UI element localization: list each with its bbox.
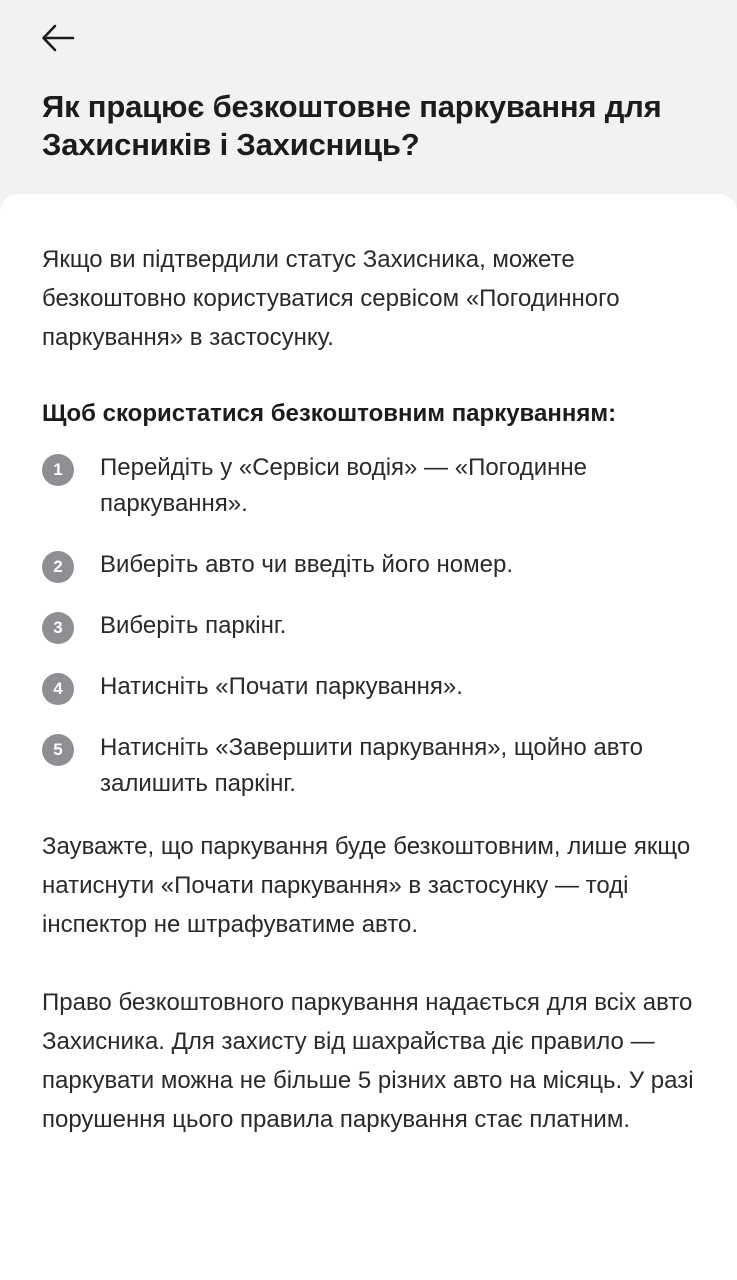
intro-paragraph: Якщо ви підтвердили статус Захисника, можете безкоштовно користуватися сервісом «Погодинного паркування» в застосунку. <box>42 246 620 351</box>
step-number-badge: 1 <box>42 454 74 486</box>
steps-heading: Щоб скористатися безкоштовним паркуванням: <box>42 400 617 427</box>
arrow-left-icon <box>41 24 75 52</box>
step-text: Виберіть авто чи введіть його номер. <box>100 551 513 578</box>
step-text: Натисніть «Завершити паркування», щойно авто залишить паркінг. <box>100 734 644 797</box>
step-item <box>42 547 707 583</box>
back-button[interactable] <box>36 16 80 60</box>
rule-paragraph: Право безкоштовного паркування надається для всіх авто Захисника. Для захисту від шахрайства діє правило — паркувати можна не більше 5 різних авто на місяць. У разі порушення цього правила паркування стає платним. <box>42 989 694 1133</box>
step-number-badge: 2 <box>42 551 74 583</box>
content-card <box>0 194 737 1280</box>
top-bar <box>0 0 737 192</box>
step-text: Перейдіть у «Сервіси водія» — «Погодинне паркування». <box>100 454 587 517</box>
step-item <box>42 730 707 802</box>
page-title: Як працює безкоштовне паркування для Захисників і Захисниць? <box>42 89 662 162</box>
step-item <box>42 608 707 644</box>
step-text: Виберіть паркінг. <box>100 612 287 639</box>
steps-list <box>42 450 707 802</box>
step-number-badge: 4 <box>42 673 74 705</box>
note-paragraph: Зауважте, що паркування буде безкоштовним, лише якщо натиснути «Почати паркування» в застосунку — тоді інспектор не штрафуватиме авто. <box>42 833 691 938</box>
step-number-badge: 3 <box>42 612 74 644</box>
step-item <box>42 669 707 705</box>
step-number-badge: 5 <box>42 734 74 766</box>
step-text: Натисніть «Почати паркування». <box>100 673 463 700</box>
step-item <box>42 450 707 522</box>
article-body <box>42 240 707 1139</box>
